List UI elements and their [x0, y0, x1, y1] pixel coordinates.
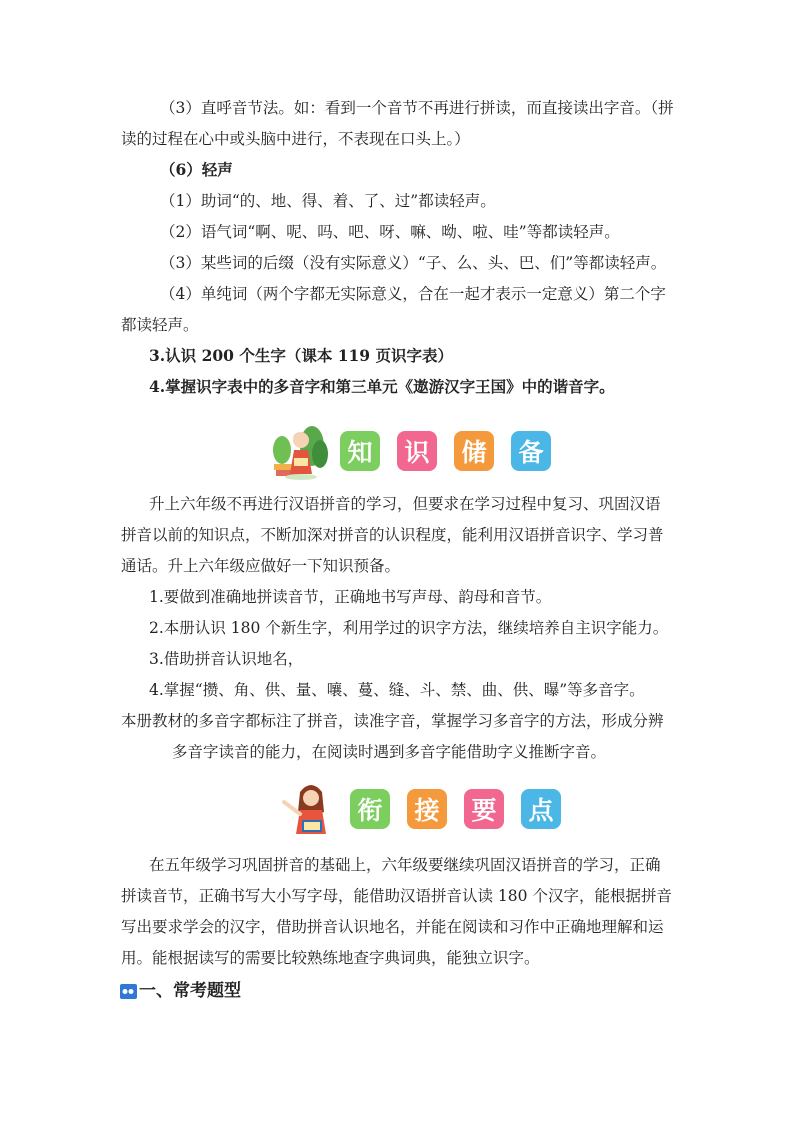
banner-tile: 接: [407, 789, 447, 829]
text-line: 在五年级学习巩固拼音的基础上，六年级要继续巩固汉语拼音的学习，正确: [149, 856, 661, 874]
text-line: 2.本册认识 180 个新生字，利用学过的识字方法，继续培养自主识字能力。: [149, 619, 669, 637]
banner-tile: 储: [454, 431, 494, 471]
text-line: （4）单纯词（两个字都无实际意义，合在一起才表示一定意义）第二个字: [160, 285, 666, 303]
text-line: 本册教材的多音字都标注了拼音，读准字音，掌握学习多音字的方法，形成分辨: [121, 712, 664, 730]
text-line: （3）直呼音节法。如：看到一个音节不再进行拼读，而直接读出字音。（拼: [160, 99, 674, 117]
banner-tile: 要: [464, 789, 504, 829]
text-line: 4.掌握“攒、角、供、量、嚷、蔓、缝、斗、禁、曲、供、曝”等多音字。: [149, 681, 645, 699]
banner-tile: 知: [340, 431, 380, 471]
text-line: 拼音以前的知识点，不断加深对拼音的认识程度，能利用汉语拼音识字、学习普: [121, 526, 664, 544]
text-line: 用。能根据读写的需要比较熟练地查字典词典，能独立识字。: [121, 949, 540, 967]
banner-tile: 备: [511, 431, 551, 471]
text-line: （2）语气词“啊、呢、吗、吧、呀、嘛、呦、啦、哇”等都读轻声。: [160, 223, 620, 241]
text-line: 3.认识 200 个生字（课本 119 页识字表）: [149, 346, 453, 365]
text-line: 升上六年级不再进行汉语拼音的学习，但要求在学习过程中复习、巩固汉语: [149, 495, 661, 513]
text-line: 通话。升上六年级应做好一下知识预备。: [121, 557, 401, 575]
text-line: 都读轻声。: [121, 316, 199, 334]
banner-connection-points: [280, 778, 578, 840]
text-line: 拼读音节，正确书写大小写字母，能借助汉语拼音认读 180 个汉字，能根据拼音: [121, 887, 672, 905]
section-marker-icon: [120, 984, 137, 999]
text-line: 4.掌握识字表中的多音字和第三单元《遨游汉字王国》中的谐音字。: [149, 377, 615, 396]
banner-tile: 衔: [350, 789, 390, 829]
text-line: （3）某些词的后缀（没有实际意义）“子、么、头、巴、们”等都读轻声。: [160, 254, 667, 272]
text-line: 多音字读音的能力，在阅读时遇到多音字能借助字义推断字音。: [172, 743, 607, 761]
text-line: 3.借助拼音认识地名，: [149, 650, 304, 668]
teacher-pointing-icon: [280, 778, 342, 840]
banner-knowledge-reserve: [270, 420, 568, 482]
text-line: 读的过程在心中或头脑中进行，不表现在口头上。）: [121, 130, 470, 148]
text-line: 写出要求学会的汉字，借助拼音认识地名，并能在阅读和习作中正确地理解和运: [121, 918, 664, 936]
text-line: （1）助词“的、地、得、着、了、过”都读轻声。: [160, 192, 496, 210]
section-title: 一、常考题型: [139, 981, 241, 1001]
reading-girl-icon: [270, 420, 332, 482]
banner-tile: 点: [521, 789, 561, 829]
subheading-light-tone: （6）轻声: [160, 160, 233, 179]
banner-tile: 识: [397, 431, 437, 471]
text-line: 1.要做到准确地拼读音节，正确地书写声母、韵母和音节。: [149, 588, 552, 606]
